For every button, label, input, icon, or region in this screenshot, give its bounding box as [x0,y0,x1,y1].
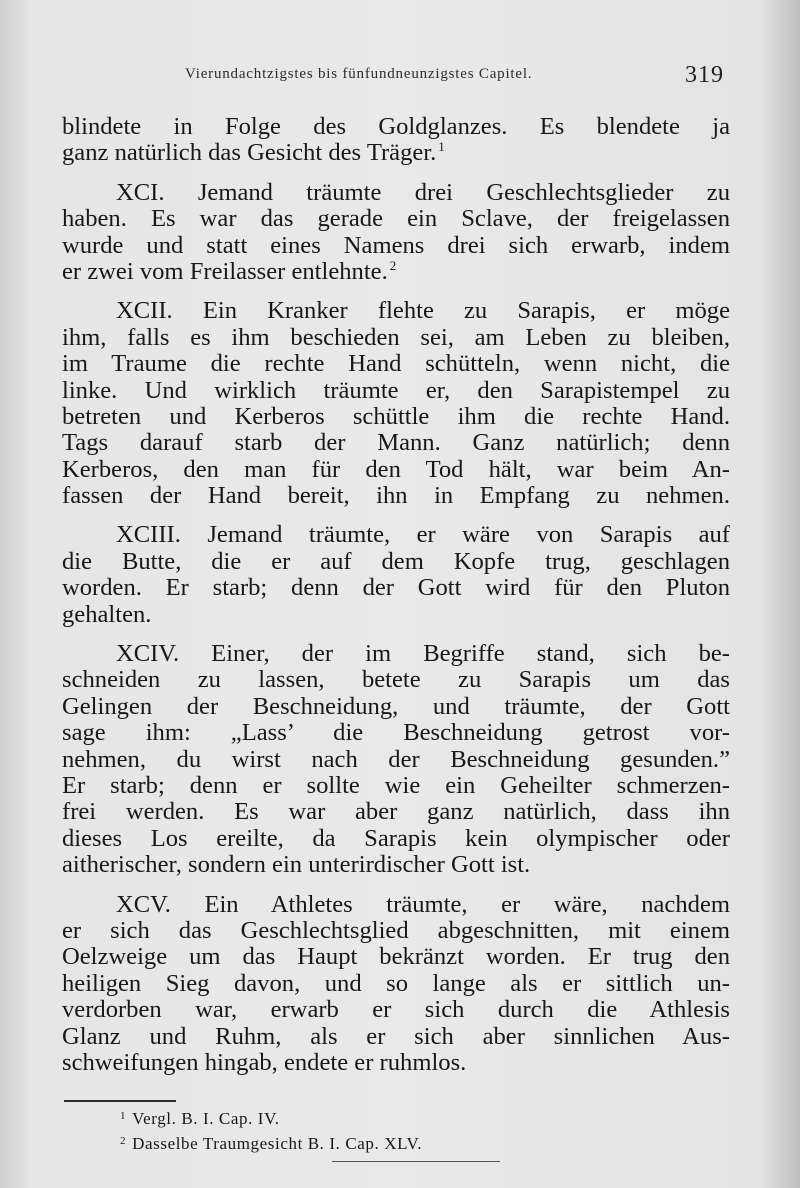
paragraph-continuation [62,114,730,167]
text-line: betreten und Kerberos schüttle ihm die rechte Hand. [62,402,730,430]
text-line: sage ihm: „Lass’ die Beschneidung getrost vor- [62,719,730,747]
text-line: XCII. Ein Kranker flehte zu Sarapis, er möge [116,297,730,325]
text-line: schweifungen hingab, endete er ruhmlos. [62,1048,467,1076]
text-line: XCI. Jemand träumte drei Geschlechtsglieder zu [116,178,730,206]
footnote-number: 1 [120,1110,127,1122]
text-line: XCV. Ein Athletes träumte, er wäre, nachdem [116,890,730,918]
text-line: Gelingen der Beschneidung, und träumte, der Gott [62,692,730,720]
text-line: gehalten. [62,600,152,628]
text-line-content: ganz natürlich das Gesicht des Träger. [62,139,437,167]
page-header [60,62,730,92]
text-line: ihm, falls es ihm beschieden sei, am Leben zu bleiben, [62,323,730,351]
paragraph-xciii [62,522,730,628]
text-line: Tags darauf starb der Mann. Ganz natürlich; denn [62,429,730,457]
footnote [120,1105,422,1130]
text-line: er sich das Geschlechtsglied abgeschnitten, mit einem [62,916,730,944]
text-line: XCIV. Einer, der im Begriffe stand, sich be- [116,640,730,668]
text-line: nehmen, du wirst nach der Beschneidung gesunden.” [62,745,730,773]
bottom-rule [332,1161,500,1162]
text-line: aitherischer, sondern ein unterirdischer Gott ist. [62,851,531,879]
text-line: schneiden zu lassen, betete zu Sarapis um das [62,666,730,694]
text-line [62,259,730,285]
text-line: fassen der Hand bereit, ihn in Empfang zu nehmen. [62,482,730,510]
text-line: Oelzweige um das Haupt bekränzt worden. Er trug den [62,943,730,971]
text-line: heiligen Sieg davon, und so lange als er sittlich un- [62,969,730,997]
text-line: verdorben war, erwarb er sich durch die Athlesis [62,996,730,1024]
footnote-marker: 2 [389,257,397,273]
text-line: dieses Los ereilte, da Sarapis kein olympischer oder [62,824,730,852]
paragraph-xcii [62,298,730,509]
paragraph-xciv [62,641,730,879]
text-line: linke. Und wirklich träumte er, den Sarapistempel zu [62,376,730,404]
text-line: frei werden. Es war aber ganz natürlich, dass ihn [62,798,730,826]
footnotes [120,1105,422,1155]
text-line: XCIII. Jemand träumte, er wäre von Sarapis auf [116,521,730,549]
text-line: haben. Es war das gerade ein Sclave, der freigelassen [62,205,730,233]
text-line-content: er zwei vom Freilasser entlehnte. [62,257,388,285]
footnote [120,1130,422,1155]
footnote-text: Dasselbe Traumgesicht B. I. Cap. XLV. [132,1134,423,1153]
text-line: die Butte, die er auf dem Kopfe trug, geschlagen [62,547,730,575]
paragraph-xci [62,180,730,286]
running-title: Vierundachtzigstes bis fünfundneunzigstes Capitel. [185,66,533,82]
page-number: 319 [685,62,724,88]
footnote-separator [64,1100,176,1102]
footnote-text: Vergl. B. I. Cap. IV. [132,1109,280,1128]
text-line: Er starb; denn er sollte wie ein Geheilter schmerzen- [62,771,730,799]
text-line: im Traume die rechte Hand schütteln, wenn nicht, die [62,350,730,378]
text-line: Kerberos, den man für den Tod hält, war beim An- [62,455,730,483]
text-line: worden. Er starb; denn der Gott wird für den Pluton [62,574,730,602]
footnote-number: 2 [120,1135,127,1147]
main-text [62,114,730,1089]
footnote-marker: 1 [438,139,445,155]
text-line: Glanz und Ruhm, als er sich aber sinnlichen Aus- [62,1022,730,1050]
text-line: blindete in Folge des Goldglanzes. Es blendete ja [62,113,730,140]
paragraph-xcv [62,892,730,1077]
text-line [62,140,730,166]
text-line: wurde und statt eines Namens drei sich erwarb, indem [62,231,730,259]
